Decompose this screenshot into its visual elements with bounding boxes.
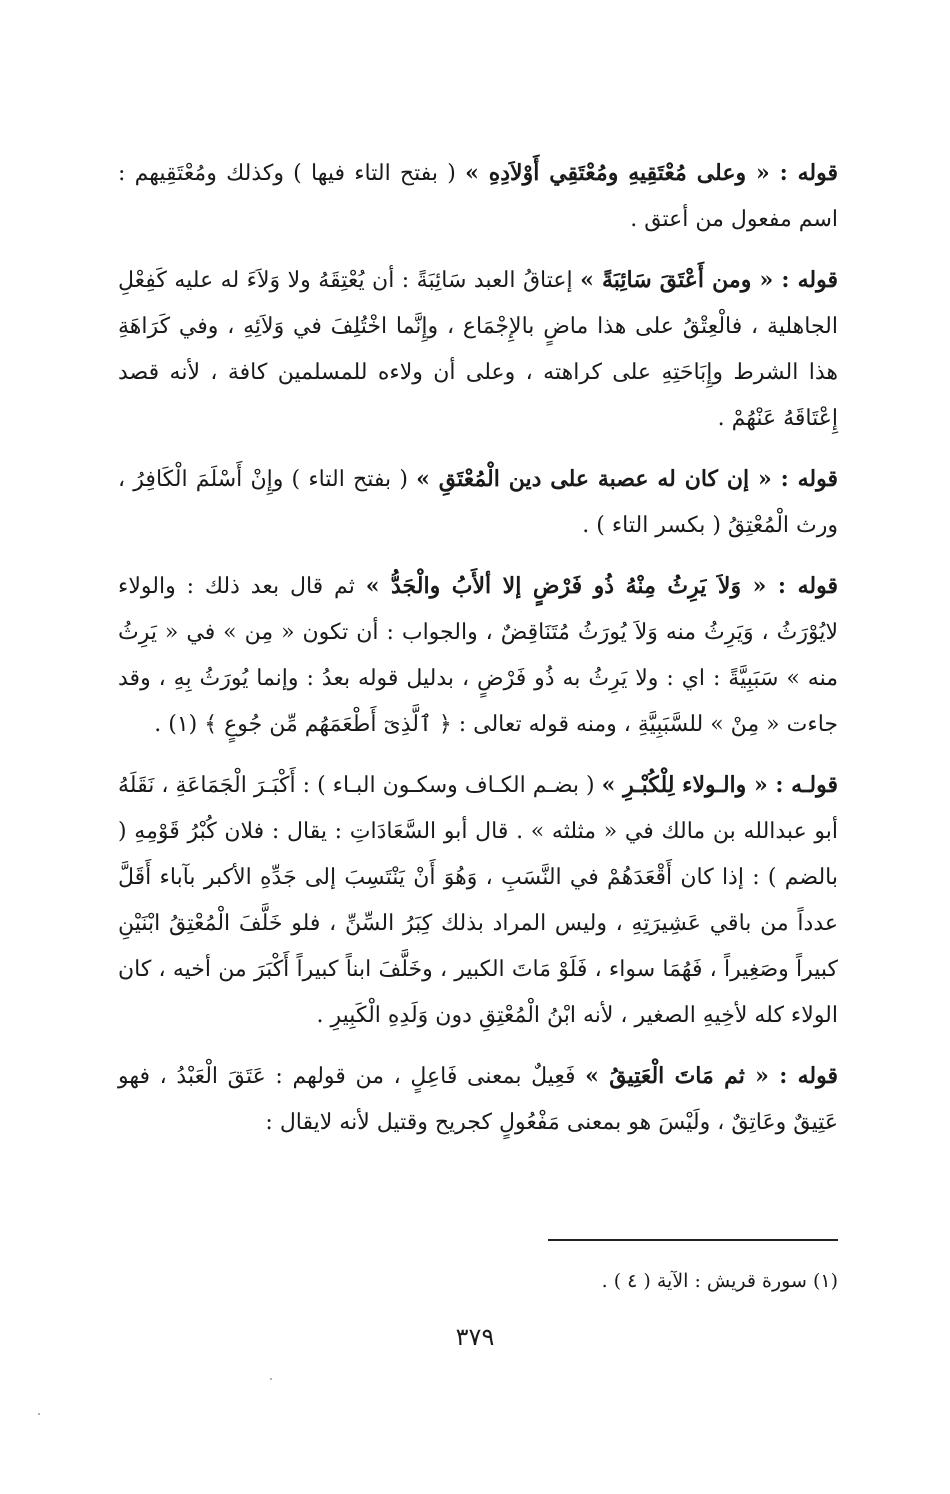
paragraph-2-lead: قوله : « ومن أَعْتَقَ سَائِبَةً » [580,267,838,293]
scan-speck [270,1378,272,1380]
footnote: (١) سورة قريش : الآية ( ٤ ) . [601,1270,838,1292]
paragraph-2-body: إعتاقُ العبد سَائِبَةً : أن يُعْتِقَهُ ولا وَلاَءَ له عليه كَفِعْلِ الجاهلية ، فالْعِتْقُ على هذا ماضٍ بالإِجْمَاع ، وإِنَّما اخْتُلِفَ في وَلاَئِهِ ، وفي كَرَاهَةِ هذا الشرط وإِبَاحَتِهِ على كراهته ، وعلى أن ولاءه للمسلمين كافة ، لأنه قصد إِعْتَاقَهُ عَنْهُمْ . [118,268,838,431]
paragraph-5-body: ( بضـم الكـاف وسكـون البـاء ) : أَكْبَـرَ الْجَمَاعَةِ ، نَقَلَهُ أبو عبدالله بن مالك في « مثلثه » . قال أبو السَّعَادَاتِ : يقال : فلان كُبْرُ قَوْمِهِ ( بالضم ) : إذا كان أَقْعَدَهُمْ في النَّسَبِ ، وَهُوَ أَنْ يَنْتَسِبَ إلى جَدِّهِ الأكبر بآباء أَقَلَّ عدداً من باقي عَشِيرَتِهِ ، وليس المراد بذلك كِبَرُ السِّنِّ ، فلو خَلَّفَ الْمُعْتِقُ ابْنَيْنِ كبيراً وصَغِيراً ، فَهُمَا سواء ، فَلَوْ مَاتَ الكبير ، وخَلَّفَ ابناً كبيراً أَكْبَرَ من أخيه ، كان الولاء كله لأخِيهِ الصغير ، لأنه ابْنُ الْمُعْتِقِ دون وَلَدِهِ الْكَبِيرِ . [118,773,838,1028]
paragraph-1-body: ( بفتح التاء فيها ) وكذلك ومُعْتَقِيهم : اسم مفعول من أعتق . [118,161,838,232]
paragraph-5-lead: قولـه : « والـولاء لِلْكُبْـرِ » [601,772,838,798]
paragraph-6-body: فَعِيلٌ بمعنى فَاعِلٍ ، من قولهم : عَتَقَ الْعَبْدُ ، فهو عَتِيقٌ وعَاتِقٌ ، ولَيْسَ هو بمعنى مَفْعُولٍ كجريح وقتيل لأنه لايقال : [118,1064,838,1135]
paragraph-6-lead: قوله : « ثم مَاتَ الْعَتِيقُ » [585,1063,838,1089]
page-number: ٣٧٩ [455,1323,495,1351]
paragraph-6 [118,1053,838,1146]
paragraph-1-lead: قوله : « وعلى مُعْتَقِيهِ ومُعْتَقِي أَوْلاَدِهِ » [465,160,838,186]
paragraph-1 [118,150,838,243]
paragraph-4 [118,563,838,748]
paragraph-3-lead: قوله : « إن كان له عصبة على دين الْمُعْتَقِ » [416,466,838,492]
main-text [118,150,838,1160]
paragraph-3 [118,456,838,549]
paragraph-3-body: ( بفتح التاء ) وإِنْ أَسْلَمَ الْكَافِرُ ، ورث الْمُعْتِقُ ( بكسر التاء ) . [118,467,838,538]
paragraph-4-lead: قوله : « وَلاَ يَرِثُ مِنْهُ ذُو فَرْضٍ إلا ألأَبُ والْجَدُّ » [365,573,838,599]
paragraph-4-body: ثم قال بعد ذلك : والولاء لايُوْرَثُ ، وَيَرِثُ منه وَلاَ يُورَثُ مُتَنَاقِضٌ ، والجواب : أن تكون « مِن » في « يَرِثُ منه » سَبَبِيَّةً : اي : ولا يَرِثُ به ذُو فَرْضٍ ، بدليل قوله بعدُ : وإنما يُورَثُ بِهِ ، وقد جاءت « مِنْ » للسَّبَبِيَّةِ ، ومنه قوله تعالى : ﴿ ٱلَّذِىٓ أَطْعَمَهُم مِّن جُوعٍ ﴾ (١) . [118,574,838,737]
paragraph-5 [118,762,838,1039]
paragraph-2 [118,257,838,442]
footnote-divider [548,1239,838,1241]
scan-speck [38,1413,40,1415]
